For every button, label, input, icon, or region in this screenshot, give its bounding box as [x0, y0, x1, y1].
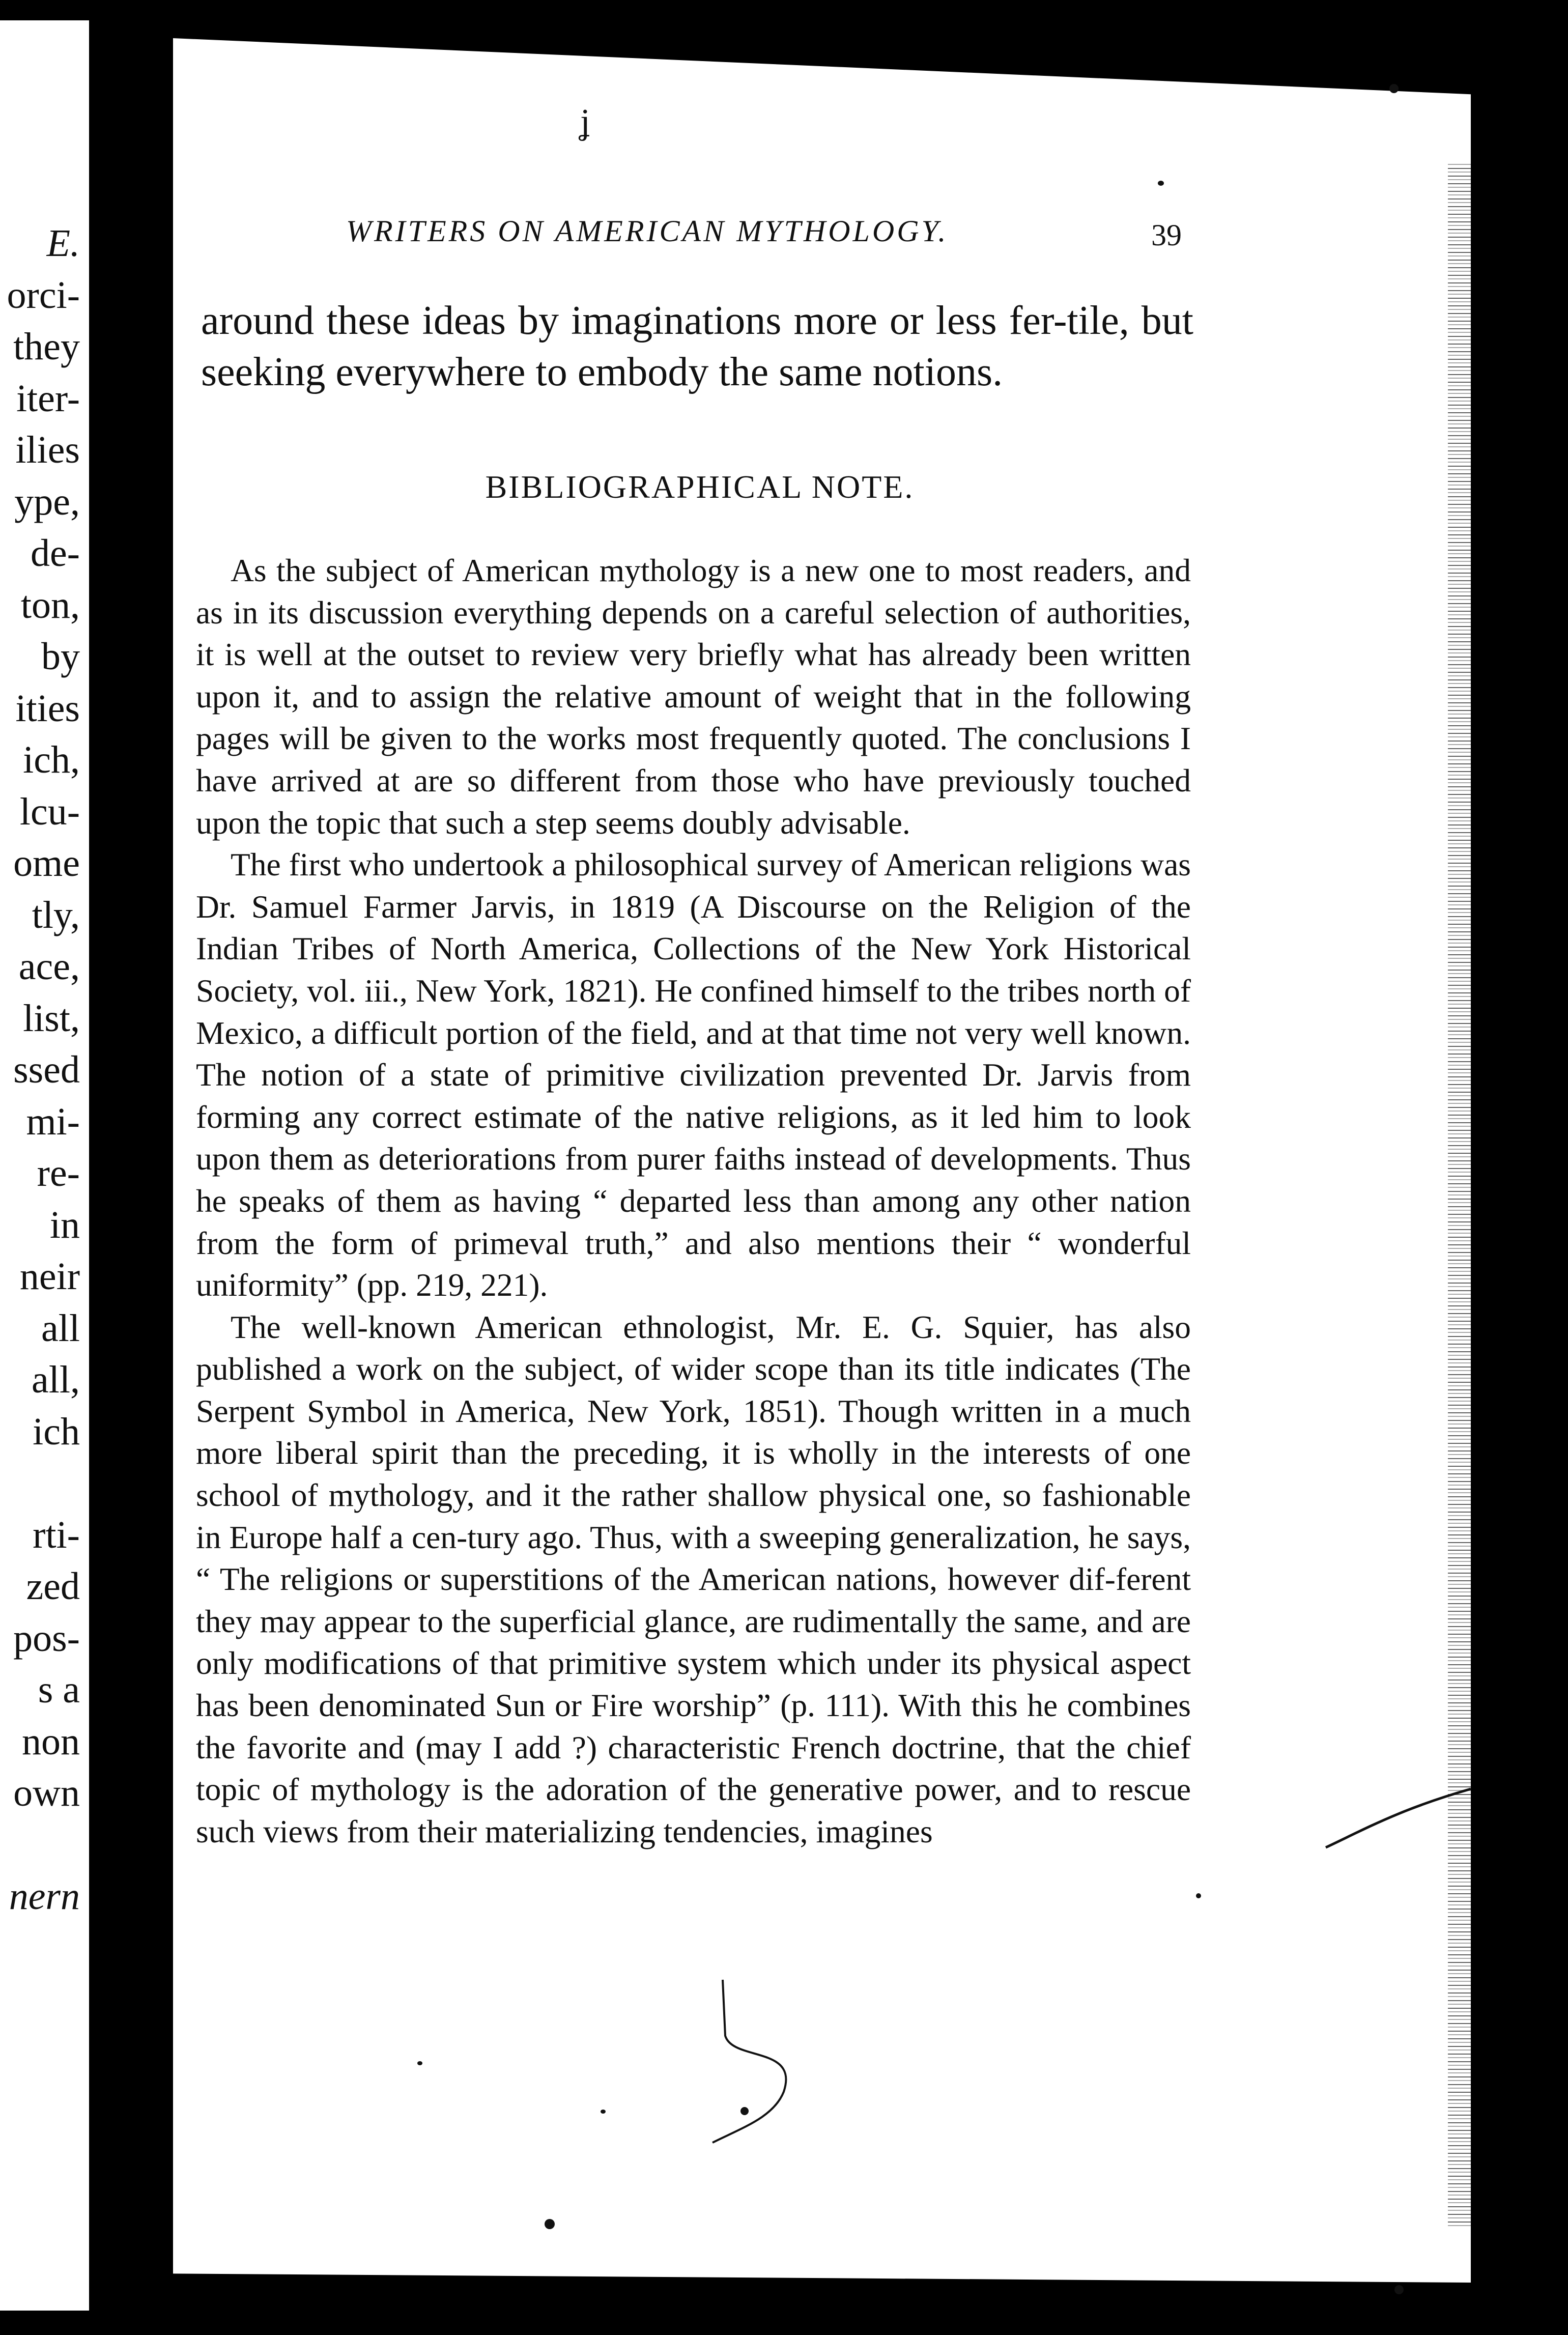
- scan-speck: [1394, 2285, 1404, 2294]
- scan-speck: [1389, 84, 1399, 93]
- scan-speck: [1158, 181, 1164, 186]
- previous-page-edge: [0, 20, 89, 2311]
- running-head-title: WRITERS ON AMERICAN MYTHOLOGY.: [346, 214, 949, 248]
- continued-paragraph: around these ideas by imaginations more or less fer-tile, but seeking everywhere to embody the same notions.: [201, 298, 1193, 394]
- previous-page-fragment: they: [13, 325, 80, 368]
- previous-page-fragment: s a: [38, 1668, 80, 1711]
- scan-speck: [545, 2219, 555, 2229]
- previous-page-fragment: tly,: [32, 893, 80, 936]
- previous-page-fragment: rti-: [33, 1513, 80, 1556]
- scan-speck: [601, 2110, 606, 2114]
- note-paragraph-3: The well-known American ethnologist, Mr. E. G. Squier, has also published a work on the subject, of wider scope than its title indicates (The Serpent Symbol in America, New York, 1851). Though written in a much more liberal spirit than the preceding, it is wholly in the interests of one school of mythology, and it the rather shallow physical one, so fashionable in Europe half a cen-tury ago. Thus, with a sweeping generalization, he says, “ The religions or superstitions of the American nations, however dif-ferent they may appear to the superficial glance, are rudimentally the same, and are only modifications of that primitive system which under its physical aspect has been denominated Sun or Fire worship” (p. 111). With this he combines the favorite and (may I add ?) characteristic French doctrine, that the chief topic of mythology is the adoration of the generative power, and to rescue such views from their materializing tendencies, imagines: [196, 1308, 1191, 1849]
- previous-page-fragment: all,: [32, 1358, 80, 1401]
- previous-page-fragment: ssed: [13, 1048, 80, 1091]
- previous-page-fragment: ome: [13, 842, 80, 885]
- previous-page-fragment: non: [22, 1720, 80, 1763]
- previous-page-fragment: iter-: [16, 377, 80, 420]
- note-paragraph-2: The first who undertook a philosophical survey of American religions was Dr. Samuel Farmer Jarvis, in 1819 (A Discourse on the Religion of the Indian Tribes of North America, Collections of the New York Historical Society, vol. iii., New York, 1821). He confined himself to the tribes north of Mexico, a difficult portion of the field, and at that time not very well known. The notion of a state of primitive civilization prevented Dr. Jarvis from forming any correct estimate of the native religions, as it led him to look upon them as deteriorations from purer faiths instead of developments. Thus he speaks of them as having “ departed less than among any other nation from the form of primeval truth,” and also mentions their “ wonderful uniformity” (pp. 219, 221).: [196, 846, 1191, 1303]
- section-heading: BIBLIOGRAPHICAL NOTE.: [485, 469, 915, 505]
- ornament-mark: ʝ: [580, 102, 590, 141]
- previous-page-fragment: ilies: [15, 429, 80, 471]
- previous-page-fragment: ace,: [18, 945, 80, 988]
- previous-page-fragment: nern: [9, 1875, 80, 1918]
- previous-page-fragment: orci-: [7, 273, 80, 317]
- previous-page-fragment: all: [41, 1306, 80, 1350]
- page-number: 39: [1151, 218, 1182, 252]
- margin-scribble-mark: [702, 1975, 814, 2168]
- scan-speck: [1196, 1893, 1201, 1898]
- previous-page-fragment: lcu-: [19, 790, 80, 833]
- previous-page-fragment: list,: [23, 996, 80, 1040]
- previous-page-fragment: E.: [46, 222, 80, 265]
- previous-page-fragment: neir: [19, 1255, 80, 1298]
- scan-speck: [417, 2061, 422, 2065]
- previous-page-fragment: ities: [15, 687, 80, 730]
- previous-page-fragment: by: [41, 635, 80, 678]
- previous-page-fragment: own: [13, 1772, 80, 1814]
- previous-page-fragment: in: [49, 1203, 80, 1246]
- previous-page-fragment: ype,: [14, 480, 80, 523]
- note-paragraph-1: As the subject of American mythology is a new one to most readers, and as in its discussion everything depends on a careful selection of authorities, it is well at the outset to review very briefly what has already been written upon it, and to assign the relative amount of weight that in the following pages will be given to the works most frequently quoted. The conclusions I have arrived at are so different from those who have previously touched upon the topic that such a step seems doubly advisable.: [196, 552, 1191, 841]
- previous-page-fragment: zed: [26, 1565, 80, 1608]
- previous-page-fragment: mi-: [26, 1100, 80, 1143]
- bibliographical-note-body: [196, 550, 1191, 1853]
- previous-page-fragment: pos-: [13, 1616, 80, 1660]
- page-edge-texture: [1448, 163, 1471, 2229]
- previous-page-fragment: re-: [37, 1152, 80, 1194]
- previous-page-fragment: ich,: [23, 738, 80, 781]
- book-gutter: [89, 0, 176, 2335]
- previous-page-fragment: de-: [30, 532, 80, 575]
- pen-stroke-mark: [1323, 1784, 1476, 1855]
- previous-page-fragment: ton,: [20, 583, 80, 627]
- previous-page-fragment: ich: [33, 1410, 80, 1453]
